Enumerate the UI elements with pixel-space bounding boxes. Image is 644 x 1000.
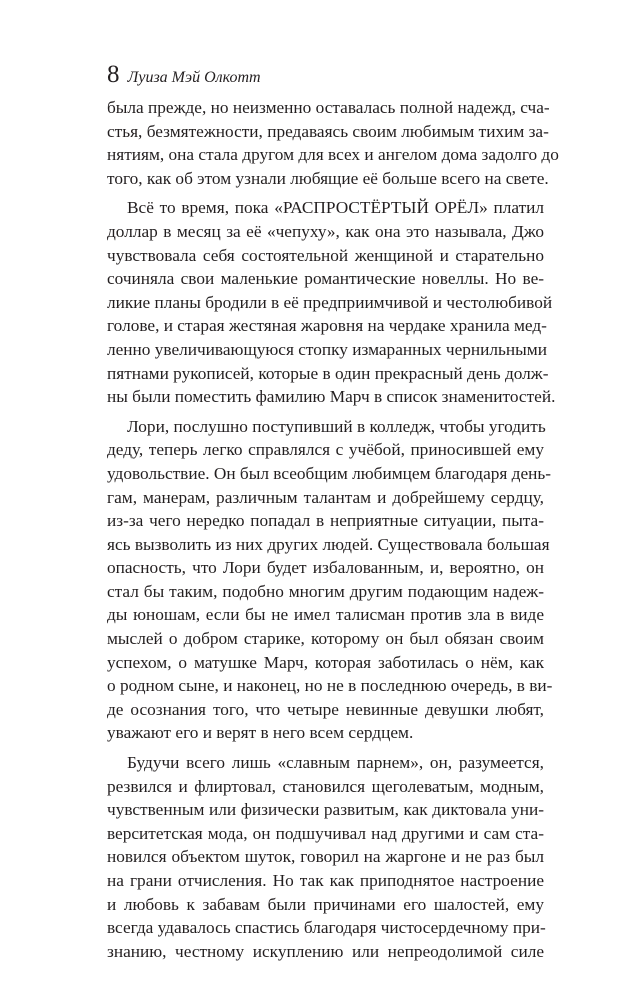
text-line: была прежде, но неизменно оставалась полной надежд, сча- (107, 98, 550, 117)
paragraph (107, 751, 544, 963)
text-line: де осознания того, что четыре невинные девушки любят, (107, 699, 544, 719)
text-line: гам, манерам, различным талантам и добрейшему сердцу, (107, 487, 544, 507)
text-line: Будучи всего лишь «славным парнем», он, разумеется, (127, 753, 544, 773)
text-line: ленно увеличивающуюся стопку измаранных чернильными (107, 339, 547, 359)
body-text (107, 96, 559, 963)
text-line: сочиняла свои маленькие романтические новеллы. Но ве- (107, 269, 544, 289)
text-line: на грани отчисления. Но так как приподнятое настроение (107, 871, 544, 890)
text-line: Всё то время, пока «РАСПРОСТЁРТЫЙ ОРЁЛ» платил (127, 198, 544, 218)
text-line: новился объектом шуток, говорил на жаргоне и не раз был (107, 847, 544, 867)
paragraph (107, 96, 559, 190)
text-line: ликие планы бродили в её предприимчивой и честолюбивой (107, 292, 553, 312)
text-line: ды юношам, если бы не имел талисман против зла в виде (107, 605, 544, 625)
text-line: ясь вызволить из них других людей. Существовала большая (107, 534, 550, 554)
text-line: чувствовала себя состоятельной женщиной и старательно (107, 245, 544, 265)
text-line: ны были поместить фамилию Марч в список знаменитостей. (107, 387, 556, 407)
text-line: из-за чего нередко попадал в неприятные ситуации, пыта- (107, 511, 544, 531)
text-line: опасность, что Лори будет избалованным, и, вероятно, он (107, 558, 544, 578)
text-line: того, как об этом узнали любящие её больше всего на свете. (107, 168, 549, 188)
text-line: Лори, послушно поступивший в колледж, чтобы угодить (127, 416, 546, 436)
text-line: успехом, о матушке Марч, которая заботилась о нём, как (107, 652, 544, 672)
text-line: резвился и флиртовал, становился щеголеватым, модным, (107, 776, 544, 796)
text-line: доллар в месяц за её «чепуху», как она это называла, Джо (107, 221, 544, 241)
text-line: уважают его и верят в него всем сердцем. (107, 723, 414, 743)
paragraph (107, 196, 556, 408)
page-number: 8 (107, 61, 120, 88)
text-line: стал бы таким, подобно многим другим подающим надеж- (107, 581, 544, 601)
text-line: удовольствие. Он был всеобщим любимцем благодаря день- (107, 463, 551, 483)
text-line: пятнами рукописей, которые в один прекрасный день долж- (107, 363, 549, 383)
text-line: чувственным или физически развитым, как диктовала уни- (107, 800, 544, 820)
book-page (107, 61, 559, 963)
text-line: нятиям, она стала другом для всех и ангелом дома задолго до (107, 145, 559, 165)
text-line: и любовь к забавам были причинами его шалостей, ему (107, 894, 544, 914)
text-line: о родном сыне, и наконец, но не в последнюю очередь, в ви- (107, 676, 553, 696)
text-line: знанию, честному искуплению или непреодолимой силе (107, 941, 544, 961)
running-title: Луиза Мэй Олкотт (127, 69, 261, 86)
text-line: деду, теперь легко справлялся с учёбой, приносившей ему (107, 440, 544, 460)
paragraph (107, 415, 553, 745)
text-line: всегда удавалось спастись благодаря чистосердечному при- (107, 918, 546, 938)
text-line: верситетская мода, он подшучивал над другими и сам ста- (107, 823, 544, 843)
running-head (107, 62, 544, 96)
text-line: стья, безмятежности, предаваясь своим любимым тихим за- (107, 121, 549, 141)
text-line: голове, и старая жестяная жаровня на чердаке хранила мед- (107, 316, 547, 336)
text-line: мыслей о добром старике, которому он был обязан своим (107, 629, 544, 649)
